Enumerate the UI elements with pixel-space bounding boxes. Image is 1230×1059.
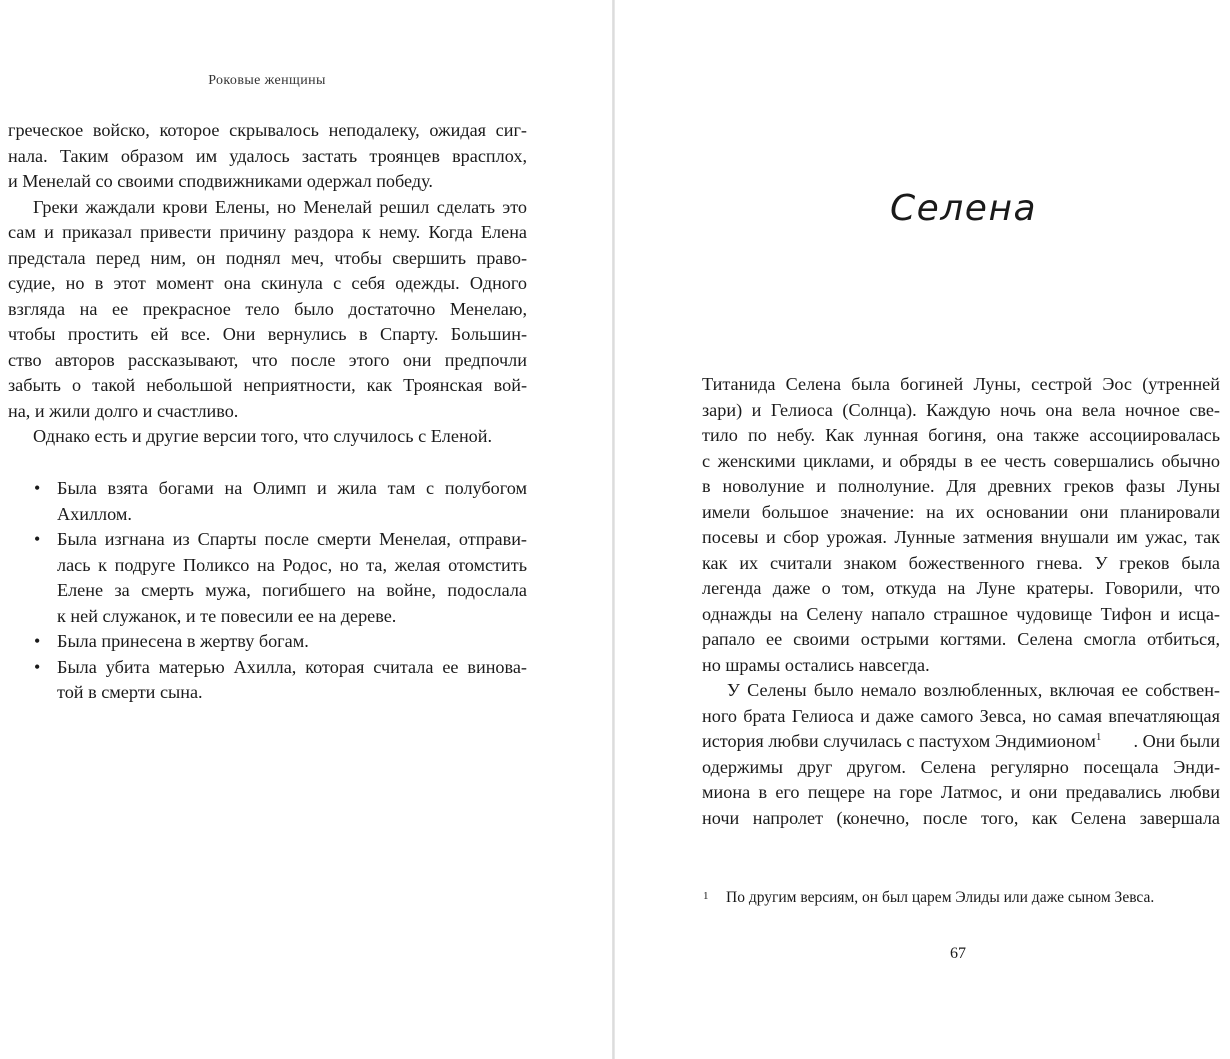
text-line: в новолуние и полнолуние. Для древних греков фазы Луны (702, 476, 1220, 496)
text-line: греческое войско, которое скрывалось неподалеку, ожидая сиг- (8, 120, 527, 140)
text-line: нала. Таким образом им удалось застать троянцев врасплох, (8, 145, 527, 166)
text-line: посевы и сбор урожая. Лунные затмения внушали им ужас, так (702, 527, 1220, 547)
list-item-line: Елене за смерть мужа, погибшего на войне, подослала (57, 580, 527, 600)
list-item-line: Была изгнана из Спарты после смерти Менелая, отправи- (57, 529, 527, 549)
text-line: зари) и Гелиоса (Солнца). Каждую ночь она вела ночное све- (702, 399, 1220, 420)
list-item-line: той в смерти сына. (57, 682, 203, 702)
footnote-text: По другим версиям, он был царем Элиды или даже сыном Зевса. (726, 889, 1155, 906)
footnote-marker: 1 (1095, 730, 1102, 743)
text-line: Греки жаждали крови Елены, но Менелай решил сделать это (33, 196, 527, 217)
text-line: ночи напролет (конечно, после того, как Селена завершала (702, 807, 1220, 828)
list-item-line: Была убита матерью Ахилла, которая считала ее винова- (57, 656, 527, 677)
running-head: Роковые женщины (208, 73, 326, 88)
list-item-line: Была взята богами на Олимп и жила там с полубогом (57, 478, 527, 498)
bullet-icon: • (34, 631, 41, 651)
text-line: сам и приказал привести причину раздора к нему. Когда Елена (8, 222, 527, 242)
list-item-line: Была принесена в жертву богам. (57, 631, 309, 651)
text-line: имели большое значение: на их основании они планировали (702, 501, 1220, 522)
book-gutter (612, 0, 615, 1059)
text-line: Титанида Селена была богиней Луны, сестрой Эос (утренней (702, 374, 1220, 394)
text-line-with-footnote (702, 729, 1220, 755)
text-line: Однако есть и другие версии того, что случилось с Еленой. (33, 426, 493, 446)
text-line: забыть о такой небольшой неприятности, как Троянская вой- (8, 375, 527, 395)
text-line: У Селены было немало возлюбленных, включая ее собствен- (727, 680, 1220, 700)
text-fragment-start: история любви случилась с пастухом Эндимионом (702, 731, 1096, 751)
text-fragment (702, 729, 1101, 755)
text-line: рапало ее своими острыми когтями. Селена смогла отбиться, (702, 629, 1220, 649)
text-line: легенда даже о том, откуда на Луне кратеры. Говорили, что (702, 578, 1220, 598)
list-item-line: к ней служанок, и те повесили ее на дереве. (57, 605, 397, 626)
text-line: судие, но в этот момент она скинула с себя одежды. Одного (8, 273, 527, 293)
text-line: ного брата Гелиоса и даже самого Зевса, но самая впечатляющая (702, 705, 1220, 726)
list-item-line: Ахиллом. (57, 503, 132, 524)
text-line: ство авторов рассказывают, что после этого они предпочли (8, 349, 527, 370)
text-line: миона в его пещере на горе Латмос, и они предавались любви (702, 782, 1220, 802)
text-line: с женскими циклами, и обряды в ее честь совершались обычно (702, 450, 1220, 471)
text-line: как их считали знаком божественного гнева. У греков была (702, 552, 1220, 573)
page-number: 67 (950, 945, 966, 962)
text-fragment-end: . Они были (1133, 731, 1220, 751)
text-line: чтобы простить ей все. Они вернулись в Спарту. Большин- (8, 324, 527, 344)
text-line: однажды на Селену напало страшное чудовище Тифон и исца- (702, 603, 1220, 624)
text-line: одержимы друг другом. Селена регулярно посещала Энди- (702, 756, 1220, 777)
text-line: предстала перед ним, он поднял меч, чтобы свершить право- (8, 247, 527, 268)
chapter-title: Селена (890, 188, 1038, 229)
text-line: но шрамы остались навсегда. (702, 654, 930, 675)
text-line: и Менелай со своими сподвижниками одержал победу. (8, 171, 433, 191)
text-line: тило по небу. Как лунная богиня, она также ассоциировалась (702, 425, 1220, 445)
left-page (0, 0, 612, 1059)
bullet-icon: • (34, 656, 41, 677)
text-line: на, и жили долго и счастливо. (8, 400, 239, 421)
list-item-line: лась к подруге Поликсо на Родос, но та, желая отомстить (57, 554, 527, 575)
text-line: взгляда на ее прекрасное тело было достаточно Менелаю, (8, 298, 527, 319)
bullet-icon: • (34, 478, 41, 498)
bullet-icon: • (34, 529, 41, 549)
footnote-number: 1 (703, 890, 709, 902)
